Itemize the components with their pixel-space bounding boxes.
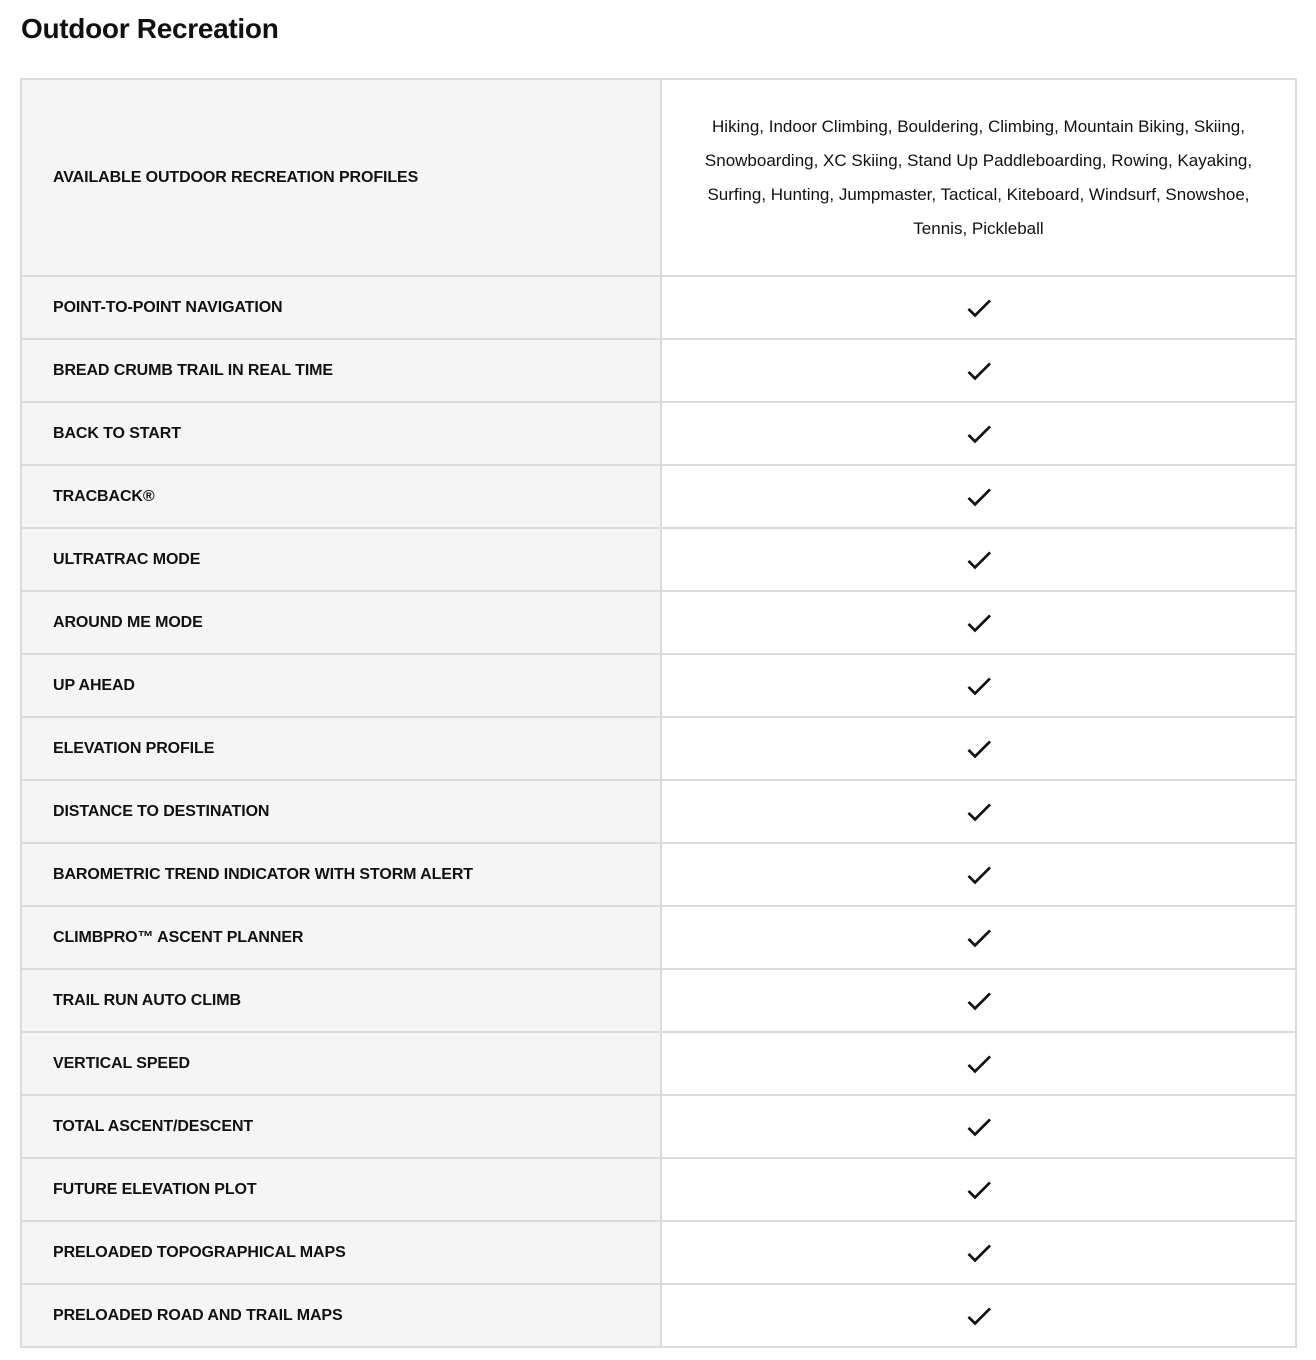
table-row [21,465,1296,528]
table-row [21,780,1296,843]
table-row [21,906,1296,969]
feature-check-cell [661,780,1296,843]
feature-label: BREAD CRUMB TRAIL IN REAL TIME [21,339,661,402]
table-row [21,1032,1296,1095]
table-row [21,1158,1296,1221]
feature-label: ULTRATRAC MODE [21,528,661,591]
profiles-list: Hiking, Indoor Climbing, Bouldering, Climbing, Mountain Biking, Skiing, Snowboarding, XC Skiing, Stand Up Paddleboarding, Rowing, Kayaking, Surfing, Hunting, Jumpmaster, Tactical, Kiteboard, Windsurf, Snowshoe, Tennis, Pickleball [661,79,1296,276]
check-icon [963,1048,995,1080]
feature-label: TOTAL ASCENT/DESCENT [21,1095,661,1158]
feature-label: TRACBACK® [21,465,661,528]
table-row [21,528,1296,591]
feature-check-cell [661,1158,1296,1221]
feature-label: BACK TO START [21,402,661,465]
check-icon [963,733,995,765]
check-icon [963,985,995,1017]
check-icon [963,1237,995,1269]
table-row [21,339,1296,402]
table-row-profiles [21,79,1296,276]
check-icon [963,670,995,702]
feature-label: BAROMETRIC TREND INDICATOR WITH STORM ALERT [21,843,661,906]
feature-label: PRELOADED TOPOGRAPHICAL MAPS [21,1221,661,1284]
table-row [21,717,1296,780]
table-row [21,591,1296,654]
feature-label: FUTURE ELEVATION PLOT [21,1158,661,1221]
feature-check-cell [661,969,1296,1032]
feature-check-cell [661,402,1296,465]
table-row [21,1284,1296,1347]
check-icon [963,796,995,828]
table-row [21,654,1296,717]
check-icon [963,355,995,387]
table-row [21,843,1296,906]
feature-label: CLIMBPRO™ ASCENT PLANNER [21,906,661,969]
feature-check-cell [661,465,1296,528]
feature-label: AROUND ME MODE [21,591,661,654]
table-row [21,1221,1296,1284]
feature-check-cell [661,1095,1296,1158]
check-icon [963,922,995,954]
table-row [21,969,1296,1032]
feature-check-cell [661,717,1296,780]
feature-check-cell [661,1221,1296,1284]
feature-label: ELEVATION PROFILE [21,717,661,780]
feature-label: AVAILABLE OUTDOOR RECREATION PROFILES [21,79,661,276]
table-row [21,1095,1296,1158]
feature-label: DISTANCE TO DESTINATION [21,780,661,843]
feature-check-cell [661,276,1296,339]
feature-check-cell [661,339,1296,402]
check-icon [963,1300,995,1332]
feature-label: UP AHEAD [21,654,661,717]
check-icon [963,418,995,450]
check-icon [963,481,995,513]
feature-label: POINT-TO-POINT NAVIGATION [21,276,661,339]
page-title: Outdoor Recreation [21,13,279,44]
feature-check-cell [661,591,1296,654]
check-icon [963,859,995,891]
table-row [21,276,1296,339]
feature-check-cell [661,1032,1296,1095]
feature-label: VERTICAL SPEED [21,1032,661,1095]
feature-check-cell [661,906,1296,969]
feature-label: TRAIL RUN AUTO CLIMB [21,969,661,1032]
feature-label: PRELOADED ROAD AND TRAIL MAPS [21,1284,661,1347]
feature-check-cell [661,528,1296,591]
feature-check-cell [661,843,1296,906]
feature-check-cell [661,1284,1296,1347]
check-icon [963,1174,995,1206]
check-icon [963,292,995,324]
outdoor-recreation-table [20,78,1297,1348]
feature-check-cell [661,654,1296,717]
check-icon [963,544,995,576]
check-icon [963,1111,995,1143]
check-icon [963,607,995,639]
table-row [21,402,1296,465]
